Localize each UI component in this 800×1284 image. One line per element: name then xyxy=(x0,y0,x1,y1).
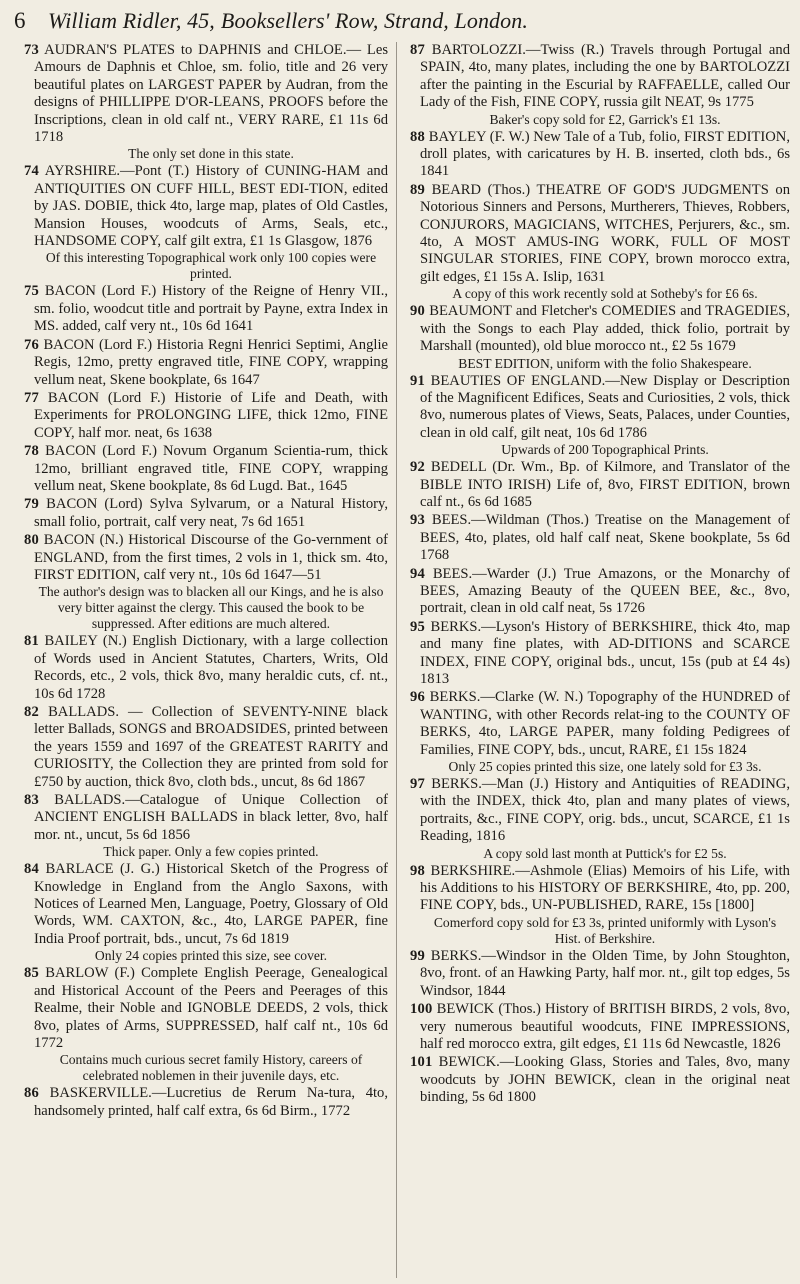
entry-description: BACON (Lord) Sylva Sylvarum, or a Natural History, small folio, portrait, calf very neat, 7s 6d 1651 xyxy=(34,496,388,530)
catalogue-entry xyxy=(410,182,790,302)
catalogue-entry xyxy=(24,965,388,1084)
entry-number: 96 xyxy=(410,689,425,706)
right-column xyxy=(410,42,790,1278)
running-header xyxy=(0,0,800,44)
entry-number: 85 xyxy=(24,965,39,982)
catalogue-entry xyxy=(24,42,388,162)
entry-number: 81 xyxy=(24,633,39,650)
entry-number: 94 xyxy=(410,565,425,582)
entry-number: 101 xyxy=(410,1054,433,1071)
entry-note: The only set done in this state. xyxy=(128,146,294,162)
catalogue-entry xyxy=(410,1054,790,1106)
entry-description: BARTOLOZZI.—Twiss (R.) Travels through Portugal and SPAIN, 4to, many plates, including the one by BARTOLOZZI after the painting in the Escurial by RAFFAELLE, called Our Lady of the Fish, FINE COPY, russia gilt NEAT, 9s 1775 xyxy=(420,42,790,111)
entry-description: BEWICK (Thos.) History of BRITISH BIRDS, 2 vols, 8vo, very numerous beautiful woodcuts, FINE IMPRESSIONS, half red morocco extra, gilt edges, £1 11s 6d Newcastle, 1826 xyxy=(420,1001,790,1052)
catalogue-entry xyxy=(24,633,388,703)
entry-number: 95 xyxy=(410,618,425,635)
entry-note: A copy sold last month at Puttick's for £2 5s. xyxy=(483,845,727,861)
catalogue-entry xyxy=(24,283,388,335)
entry-description: BERKS.—Man (J.) History and Antiquities of READING, with the INDEX, thick 4to, plan and many plates of views, portraits, &c., FINE COPY, orig. bds., uncut, SCARCE, £1 1s Reading, 1816 xyxy=(420,776,790,845)
entry-description: AUDRAN'S PLATES to DAPHNIS and CHLOE.— Les Amours de Daphnis et Chloe, sm. folio, title and 26 very beautiful plates on LARGEST PAPER by Audran, from the designs of PHILLIPPE D'OR-LEANS, PROOFS before the Inscriptions, clean in old calf nt., VERY RARE, £1 11s 6d 1718 xyxy=(34,42,389,146)
entry-number: 73 xyxy=(24,42,39,58)
entry-description: BERKS.—Windsor in the Olden Time, by John Stoughton, 8vo, front. of an Hawking Party, half mor. nt., gilt top edges, 5s Windsor, 1844 xyxy=(420,947,790,999)
entry-number: 86 xyxy=(24,1085,39,1102)
entry-note: Only 25 copies printed this size, one lately sold for £3 3s. xyxy=(448,759,762,775)
catalogue-entry xyxy=(24,532,388,632)
entry-number: 75 xyxy=(24,283,39,300)
catalogue-columns xyxy=(24,42,790,1278)
entry-note: Of this interesting Topographical work only 100 copies were printed. xyxy=(45,250,377,282)
entry-description: BACON (Lord F.) Historie of Life and Death, with Experiments for PROLONGING LIFE, thick 12mo, FINE COPY, half mor. neat, 6s 1638 xyxy=(34,389,388,441)
catalogue-entry xyxy=(410,776,790,862)
entry-number: 89 xyxy=(410,181,425,198)
catalogue-entry xyxy=(24,443,388,495)
catalogue-entry xyxy=(410,373,790,459)
catalogue-entry xyxy=(24,496,388,531)
entry-description: BACON (Lord F.) History of the Reigne of Henry VII., sm. folio, woodcut title and portrait by Payne, extra Index in MS. added, calf very nt., 10s 6d 1641 xyxy=(34,283,388,335)
entry-number: 90 xyxy=(410,303,425,320)
catalogue-entry xyxy=(24,163,388,282)
entry-number: 87 xyxy=(410,42,425,58)
entry-note: Contains much curious secret family History, careers of celebrated noblemen in their juvenile days, etc. xyxy=(59,1052,363,1084)
entry-number: 93 xyxy=(410,512,425,529)
entry-description: BEES.—Wildman (Thos.) Treatise on the Management of BEES, 4to, plates, old half calf neat, Skene bookplate, 5s 6d 1768 xyxy=(420,512,790,564)
entry-description: BACON (N.) Historical Discourse of the Go-vernment of ENGLAND, from the first times, 2 vols in 1, thick sm. 4to, FIRST EDITION, calf very nt., 10s 6d 1647—51 xyxy=(34,532,389,583)
entry-note: Only 24 copies printed this size, see cover. xyxy=(94,948,328,964)
entry-description: BACON (Lord F.) Novum Organum Scientia-rum, thick 12mo, brilliant engraved title, FINE COPY, wrapping vellum neat, Skene bookplate, 8s 6d Lugd. Bat., 1645 xyxy=(34,443,388,494)
entry-number: 82 xyxy=(24,704,39,720)
catalogue-entry xyxy=(410,566,790,618)
entry-description: BAILEY (N.) English Dictionary, with a large collection of Words used in Ancient Statutes, Charters, Writs, Old Records, etc., 2 vols, thick 8vo, many heraldic cuts, cf. nt., 10s 6d 1728 xyxy=(34,633,388,702)
catalogue-entry xyxy=(24,390,388,442)
entry-description: BEAUTIES OF ENGLAND.—New Display or Description of the Magnificent Edifices, Seats and Curiosities, 2 vols, thick 8vo, numerous plates of Views, Seats, Palaces, under Counties, clean in old calf, gilt neat, 10s 6d 1786 xyxy=(420,372,790,441)
entry-number: 74 xyxy=(24,163,39,180)
entry-number: 92 xyxy=(410,459,425,476)
entry-description: BALLADS.—Catalogue of Unique Collection of ANCIENT ENGLISH BALLADS in black letter, 8vo, half mor. nt., uncut, 5s 6d 1856 xyxy=(34,792,388,843)
entry-number: 84 xyxy=(24,861,39,878)
entry-note: BEST EDITION, uniform with the folio Shakespeare. xyxy=(458,355,752,371)
entry-number: 78 xyxy=(24,443,39,460)
entry-description: BERKS.—Lyson's History of BERKSHIRE, thick 4to, map and many fine plates, with AD-DITIONS and SCARCE INDEX, FINE COPY, original bds., uncut, 15s (pub at £4 4s) 1813 xyxy=(420,618,790,687)
entry-number: 97 xyxy=(410,776,425,793)
catalogue-entry xyxy=(410,619,790,689)
entry-number: 80 xyxy=(24,532,39,549)
entry-description: BACON (Lord F.) Historia Regni Henrici Septimi, Anglie Regis, 12mo, pretty engraved title, FINE COPY, wrapping vellum neat, Skene bookplate, 6s 1647 xyxy=(34,336,388,388)
catalogue-entry xyxy=(410,459,790,511)
entry-description: BERKS.—Clarke (W. N.) Topography of the HUNDRED of WANTING, with other Records relat-ing to the COUNTY OF BERKS, 4to, LARGE PAPER, many folding Pedigrees of Families, FINE COPY, bds., uncut, RARE, £1 15s 1824 xyxy=(420,689,790,758)
running-head-address: Booksellers' Row, Strand, London. xyxy=(220,8,528,33)
catalogue-entry xyxy=(410,42,790,128)
catalogue-entry xyxy=(410,129,790,181)
entry-description: BALLADS. — Collection of SEVENTY-NINE black letter Ballads, SONGS and BROADSIDES, printed between the years 1559 and 1697 of the GREATEST RARITY and CURIOSITY, the Collection they are printed from sold for £750 by auction, thick 8vo, cloth bds., uncut, 8s 6d 1867 xyxy=(34,704,388,790)
catalogue-entry xyxy=(410,512,790,564)
entry-description: BEES.—Warder (J.) True Amazons, or the Monarchy of BEES, Amazing Beauty of the QUEEN BEE, &c., 8vo, portrait, clean in old calf neat, 5s 1726 xyxy=(420,565,790,617)
entry-number: 83 xyxy=(24,792,39,809)
entry-note: The author's design was to blacken all our Kings, and he is also very bitter against the clergy. This caused the book to be suppressed. After editions are much altered. xyxy=(38,584,384,632)
entry-description: AYRSHIRE.—Pont (T.) History of CUNING-HAM and ANTIQUITIES ON CUFF HILL, BEST EDI-TION, edited by JAS. DOBIE, thick 4to, large map, plates of Old Castles, Mansion Houses, woodcuts of Arms, Seals, etc., HANDSOME COPY, calf gilt extra, £1 1s Glasgow, 1876 xyxy=(34,163,388,250)
catalogue-entry xyxy=(410,863,790,947)
left-column xyxy=(24,42,397,1278)
entry-description: BEAUMONT and Fletcher's COMEDIES and TRAGEDIES, with the Songs to each Play added, thick folio, portrait by Marshall (mounted), old blue morocco nt., £2 5s 1679 xyxy=(420,303,790,355)
running-head-bookseller: William Ridler, 45, xyxy=(48,8,215,33)
entry-note: A copy of this work recently sold at Sotheby's for £6 6s. xyxy=(452,286,758,302)
entry-note: Comerford copy sold for £3 3s, printed uniformly with Lyson's Hist. of Berkshire. xyxy=(433,914,777,946)
entry-number: 98 xyxy=(410,862,425,879)
catalogue-entry xyxy=(410,303,790,371)
catalogue-entry xyxy=(24,337,388,389)
entry-note: Upwards of 200 Topographical Prints. xyxy=(501,442,709,458)
entry-description: BEDELL (Dr. Wm., Bp. of Kilmore, and Translator of the BIBLE INTO IRISH) Life of, 8vo, FIRST EDITION, brown calf nt., 6s 6d 1685 xyxy=(420,459,790,510)
catalogue-entry xyxy=(410,948,790,1000)
entry-description: BERKSHIRE.—Ashmole (Elias) Memoirs of his Life, with his Additions to his HISTORY OF BERKSHIRE, 4to, pp. 200, FINE COPY, bds., UN-PUBLISHED, RARE, 15s [1800] xyxy=(420,862,790,914)
entry-description: BEWICK.—Looking Glass, Stories and Tales, 8vo, many woodcuts by JOHN BEWICK, clean in the original neat binding, 5s 6d 1800 xyxy=(420,1054,790,1106)
entry-description: BARLOW (F.) Complete English Peerage, Genealogical and Historical Account of the Peers and Peerages of this Realme, their Noble and IGNOBLE DEEDS, 2 vols, thick 8vo, plates of Arms, SUPPRESSED, half calf nt., 10s 6d 1772 xyxy=(34,965,388,1051)
entry-note: Thick paper. Only a few copies printed. xyxy=(103,844,319,860)
catalogue-entry xyxy=(410,689,790,775)
entry-number: 99 xyxy=(410,947,425,964)
entry-description: BEARD (Thos.) THEATRE OF GOD'S JUDGMENTS on Notorious Sinners and Persons, Murtherers, Thieves, Robbers, CONJURORS, MAGICIANS, WITCHES, Perjurers, &c., sm. 4to, A MOST AMUS-ING WORK, FULL OF MOST SINGULAR STORIES, FINE COPY, brown morocco extra, gilt edges, £1 15s A. Islip, 1631 xyxy=(420,181,790,285)
catalogue-entry xyxy=(24,1085,388,1120)
entry-number: 77 xyxy=(24,389,39,406)
catalogue-entry xyxy=(24,792,388,860)
entry-note: Baker's copy sold for £2, Garrick's £1 13s. xyxy=(489,111,721,127)
catalogue-entry xyxy=(410,1001,790,1053)
entry-description: BASKERVILLE.—Lucretius de Rerum Na-tura, 4to, handsomely printed, half calf extra, 6s 6d Birm., 1772 xyxy=(34,1085,388,1119)
catalogue-entry xyxy=(24,704,388,791)
entry-number: 91 xyxy=(410,372,425,389)
page-number: 6 xyxy=(14,8,26,33)
entry-description: BAYLEY (F. W.) New Tale of a Tub, folio, FIRST EDITION, droll plates, with caricatures by H. B. inserted, cloth bds., 6s 1841 xyxy=(420,128,790,180)
entry-number: 88 xyxy=(410,128,425,145)
entry-number: 79 xyxy=(24,496,39,513)
catalogue-entry xyxy=(24,861,388,964)
entry-description: BARLACE (J. G.) Historical Sketch of the Progress of Knowledge in England from the Anglo Saxons, with Notices of Learned Men, Language, Poetry, Glossary of Old Words, WM. CAXTON, &c., 4to, LARGE PAPER, fine India Proof portrait, bds., uncut, 7s 6d 1819 xyxy=(34,861,388,947)
entry-number: 100 xyxy=(410,1001,433,1018)
entry-number: 76 xyxy=(24,336,39,353)
